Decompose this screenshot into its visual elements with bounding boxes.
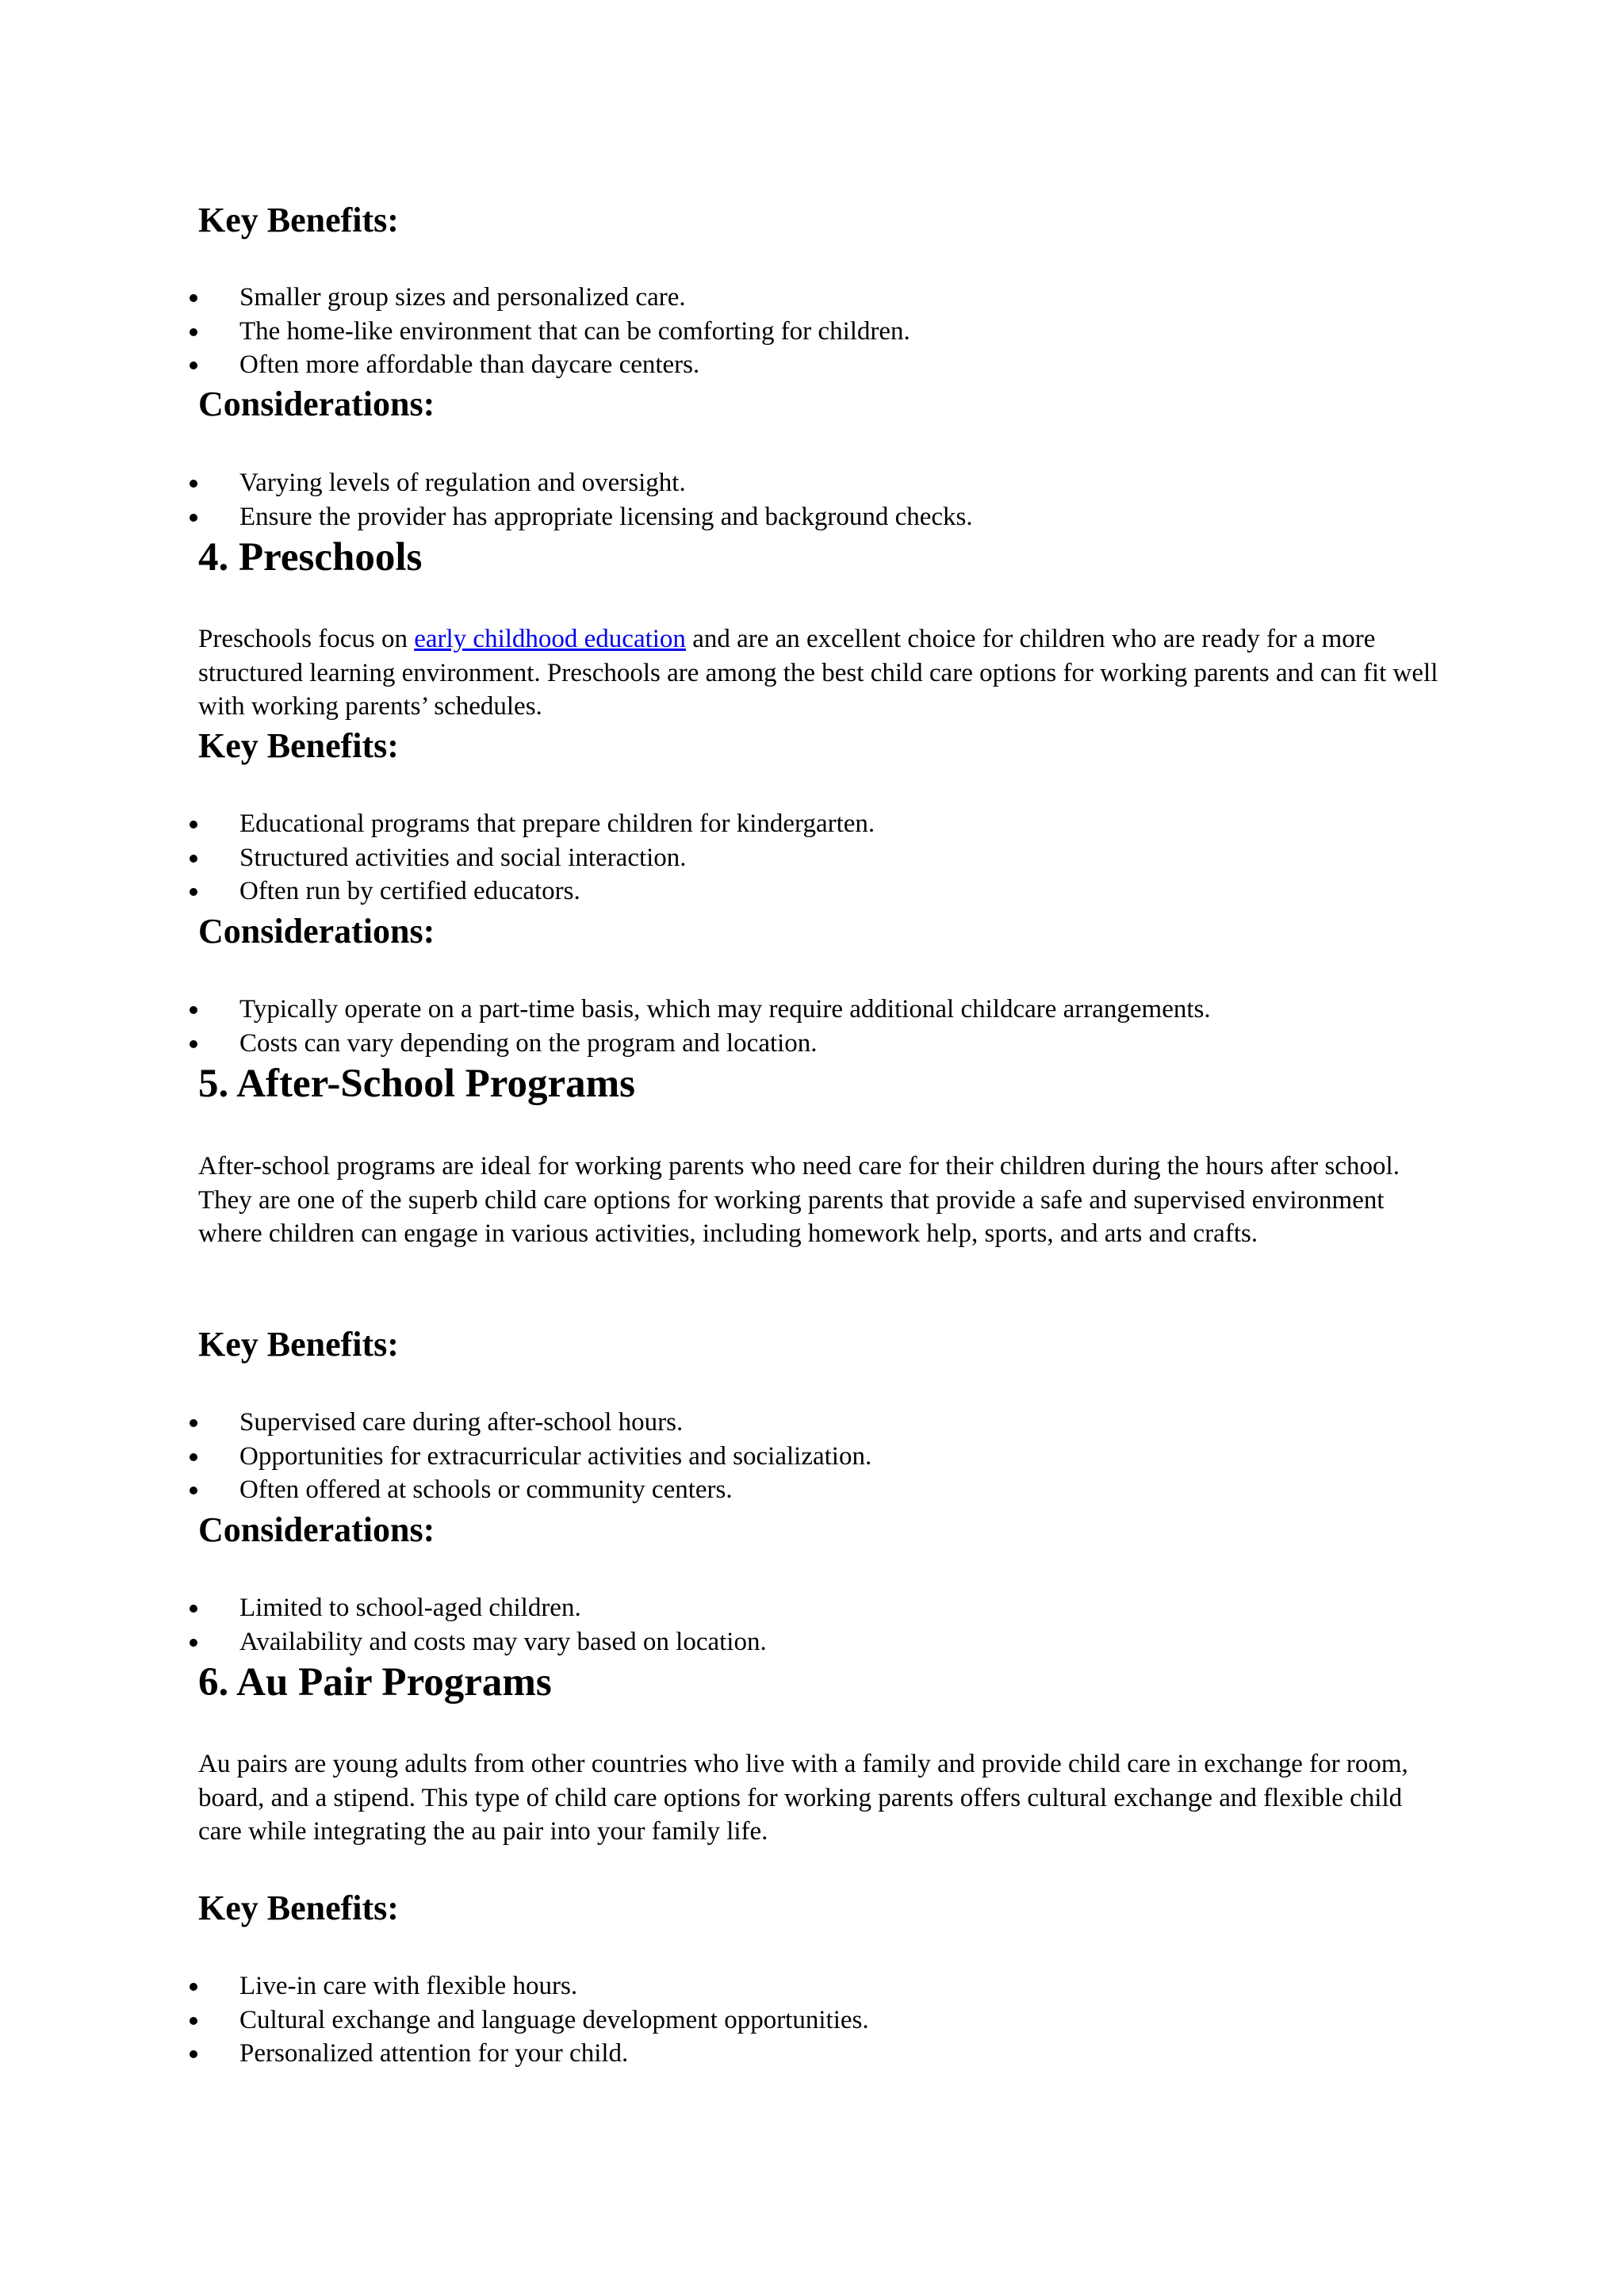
bullet-icon	[190, 1006, 197, 1014]
section-heading-key-benefits: Key Benefits:	[198, 726, 399, 765]
considerations-list	[198, 1591, 767, 1659]
list-item: Opportunities for extracurricular activities and socialization.	[198, 1440, 871, 1474]
bullet-icon	[190, 2017, 197, 2025]
bullet-icon	[190, 1040, 197, 1048]
list-item: Smaller group sizes and personalized care.	[198, 281, 910, 315]
bullet-icon	[190, 888, 197, 896]
list-item: Availability and costs may vary based on location.	[198, 1625, 767, 1659]
bullet-icon	[190, 821, 197, 828]
benefits-list	[198, 1969, 869, 2071]
bullet-icon	[190, 362, 197, 369]
section-heading-considerations: Considerations:	[198, 912, 435, 951]
bullet-icon	[190, 328, 197, 336]
au-pair-paragraph: Au pairs are young adults from other countries who live with a family and provide child care in exchange for room, board, and a stipend. This type of child care options for working parents offers cultural exchange and flexible child care while integrating the au pair into your family life.	[198, 1750, 1408, 1846]
benefits-list	[198, 807, 875, 909]
list-item: Limited to school-aged children.	[198, 1591, 767, 1625]
considerations-list	[198, 993, 1211, 1060]
early-childhood-education-link[interactable]: early childhood education	[414, 625, 686, 653]
list-item: Structured activities and social interaction.	[198, 841, 875, 875]
section-heading-key-benefits: Key Benefits:	[198, 1888, 399, 1927]
section-heading-considerations: Considerations:	[198, 385, 435, 423]
list-item: Typically operate on a part-time basis, which may require additional childcare arrangements.	[198, 993, 1211, 1027]
bullet-icon	[190, 294, 197, 302]
list-item: Supervised care during after-school hours.	[198, 1406, 871, 1440]
section-heading-key-benefits: Key Benefits:	[198, 201, 399, 239]
list-item: The home-like environment that can be comforting for children.	[198, 315, 910, 349]
section-heading-key-benefits: Key Benefits:	[198, 1325, 399, 1364]
list-item: Often run by certified educators.	[198, 874, 875, 909]
list-item: Costs can vary depending on the program and location.	[198, 1027, 1211, 1061]
section-heading-considerations: Considerations:	[198, 1510, 435, 1549]
after-school-paragraph: After-school programs are ideal for working parents who need care for their children during the hours after school. They are one of the superb child care options for working parents that provide a safe and supervised environment where children can engage in various activities, including homework help, sports, and arts and crafts.	[198, 1152, 1400, 1248]
list-item: Varying levels of regulation and oversight.	[198, 466, 973, 500]
list-item: Often offered at schools or community centers.	[198, 1473, 871, 1507]
list-item: Live-in care with flexible hours.	[198, 1969, 869, 2003]
bullet-icon	[190, 1453, 197, 1461]
list-item: Educational programs that prepare children for kindergarten.	[198, 807, 875, 841]
preschools-paragraph: Preschools focus on early childhood education and are an excellent choice for children who are ready for a more structured learning environment. Preschools are among the best child care options for working parents and can fit well with working parents’ schedules.	[198, 625, 1438, 721]
benefits-list	[198, 281, 910, 382]
list-item: Often more affordable than daycare centers.	[198, 348, 910, 382]
section-title-au-pair-programs: 6. Au Pair Programs	[198, 1660, 552, 1705]
list-item: Personalized attention for your child.	[198, 2037, 869, 2071]
bullet-icon	[190, 1487, 197, 1494]
bullet-icon	[190, 480, 197, 488]
bullet-icon	[190, 1605, 197, 1613]
section-title-preschools: 4. Preschools	[198, 535, 423, 580]
bullet-icon	[190, 2050, 197, 2058]
bullet-icon	[190, 1983, 197, 1991]
bullet-icon	[190, 855, 197, 863]
section-title-after-school-programs: 5. After-School Programs	[198, 1062, 635, 1106]
bullet-icon	[190, 1639, 197, 1647]
benefits-list	[198, 1406, 871, 1507]
list-item: Ensure the provider has appropriate licensing and background checks.	[198, 500, 973, 534]
list-item: Cultural exchange and language development opportunities.	[198, 2003, 869, 2038]
bullet-icon	[190, 514, 197, 522]
bullet-icon	[190, 1419, 197, 1427]
considerations-list	[198, 466, 973, 534]
